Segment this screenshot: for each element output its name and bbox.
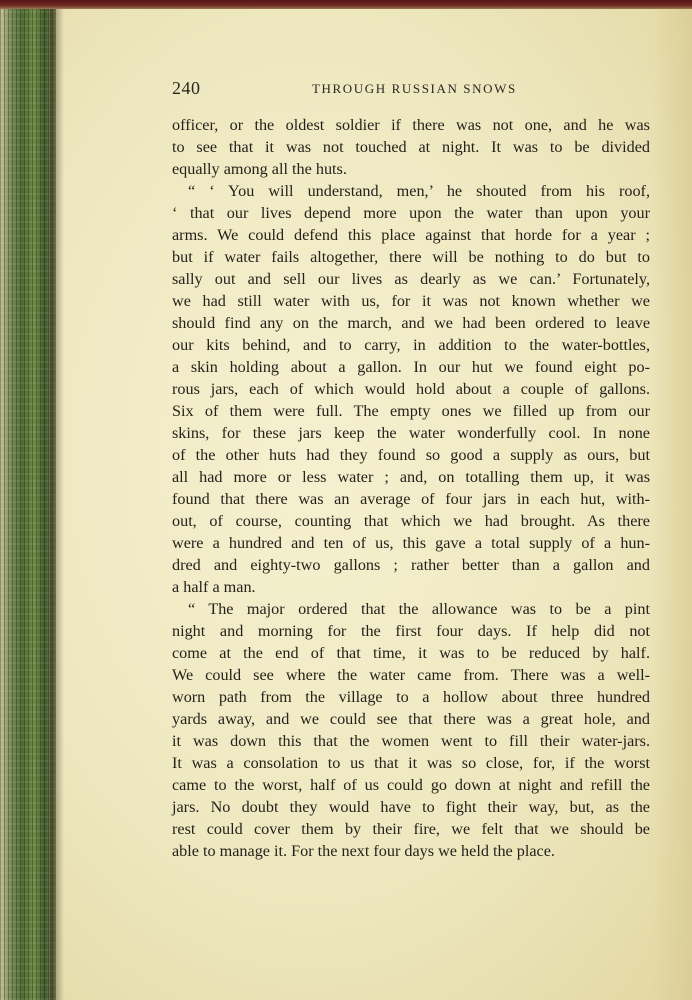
text-line: a skin holding about a gallon. In our hut we found eight po- <box>172 358 650 376</box>
text-line: to see that it was not touched at night. It was to be divided <box>172 138 650 156</box>
text-line: skins, for these jars keep the water wonderfully cool. In none <box>172 424 650 442</box>
text-line: It was a consolation to us that it was so close, for, if the worst <box>172 754 650 772</box>
text-line: We could see where the water came from. There was a well- <box>172 666 650 684</box>
gutter-shadow <box>50 9 64 1000</box>
text-line: jars. No doubt they would have to fight their way, but, as the <box>172 798 650 816</box>
text-line: dred and eighty-two gallons ; rather better than a gallon and <box>172 556 650 574</box>
text-line: were a hundred and ten of us, this gave a total supply of a hun- <box>172 534 650 552</box>
text-line: found that there was an average of four jars in each hut, with- <box>172 490 650 508</box>
text-line: able to manage it. For the next four days we held the place. <box>172 842 555 860</box>
page-body <box>172 114 650 862</box>
text-line: all had more or less water ; and, on totalling them up, it was <box>172 468 650 486</box>
text-line: come at the end of that time, it was to be reduced by half. <box>172 644 650 662</box>
text-line: but if water fails altogether, there will be nothing to do but to <box>172 248 650 266</box>
text-line: a half a man. <box>172 578 256 596</box>
text-line: it was down this that the women went to fill their water-jars. <box>172 732 650 750</box>
text-line: Six of them were full. The empty ones we filled up from our <box>172 402 650 420</box>
text-line: sally out and sell our lives as dearly as we can.’ Fortunately, <box>172 270 650 288</box>
text-line: of the other huts had they found so good a supply as ours, but <box>172 446 650 464</box>
text-line: arms. We could defend this place against that horde for a year ; <box>172 226 650 244</box>
text-line: should find any on the march, and we had been ordered to leave <box>172 314 650 332</box>
text-line: worn path from the village to a hollow about three hundred <box>172 688 650 706</box>
text-line: our kits behind, and to carry, in addition to the water-bottles, <box>172 336 650 354</box>
text-line: rest could cover them by their fire, we felt that we should be <box>172 820 650 838</box>
page-number: 240 <box>172 78 201 98</box>
running-head: THROUGH RUSSIAN SNOWS <box>312 81 517 96</box>
text-line: “ The major ordered that the allowance was to be a pint <box>188 600 650 618</box>
text-line: “ ‘ You will understand, men,’ he shouted from his roof, <box>188 182 650 200</box>
book-binding <box>0 9 56 1000</box>
book-top-edge <box>0 0 692 9</box>
page-edge-shade <box>652 9 692 1000</box>
text-line: rous jars, each of which would hold about a couple of gallons. <box>172 380 650 398</box>
text-line: ‘ that our lives depend more upon the water than upon your <box>172 204 650 222</box>
text-line: came to the worst, half of us could go down at night and refill the <box>172 776 650 794</box>
text-line: we had still water with us, for it was not known whether we <box>172 292 650 310</box>
page-header <box>172 78 650 102</box>
text-line: officer, or the oldest soldier if there was not one, and he was <box>172 116 650 134</box>
text-line: out, of course, counting that which we had brought. As there <box>172 512 650 530</box>
text-line: night and morning for the first four days. If help did not <box>172 622 650 640</box>
text-line: yards away, and we could see that there was a great hole, and <box>172 710 650 728</box>
text-line: equally among all the huts. <box>172 160 347 178</box>
